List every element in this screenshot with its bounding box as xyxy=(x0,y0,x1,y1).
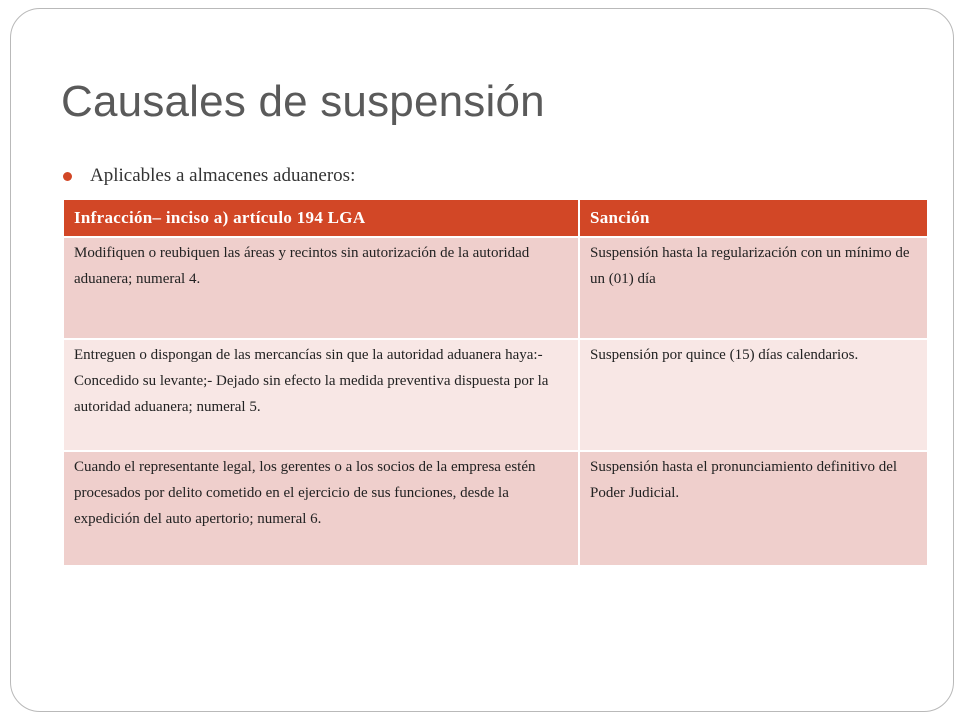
cell-infraccion: Modifiquen o reubiquen las áreas y recintos sin autorización de la autoridad aduanera; numeral 4. xyxy=(64,238,578,340)
bullet-dot-icon xyxy=(63,172,72,181)
header-infraccion: Infracción– inciso a) artículo 194 LGA xyxy=(64,200,578,238)
cell-sancion: Suspensión hasta el pronunciamiento definitivo del Poder Judicial. xyxy=(578,452,927,567)
bullet-text: Aplicables a almacenes aduaneros: xyxy=(90,165,356,186)
sanctions-table xyxy=(64,200,927,567)
cell-sancion: Suspensión por quince (15) días calendarios. xyxy=(578,340,927,452)
bullet-item xyxy=(63,165,355,187)
cell-infraccion: Entreguen o dispongan de las mercancías sin que la autoridad aduanera haya:- Concedido su levante;- Dejado sin efecto la medida preventiva dispuesta por la autoridad aduanera; numeral 5. xyxy=(64,340,578,452)
cell-sancion: Suspensión hasta la regularización con un mínimo de un (01) día xyxy=(578,238,927,340)
cell-infraccion: Cuando el representante legal, los gerentes o a los socios de la empresa estén procesados por delito cometido en el ejercicio de sus funciones, desde la expedición del auto apertorio; numeral 6. xyxy=(64,452,578,567)
table-row xyxy=(64,340,927,452)
table-header-row xyxy=(64,200,927,238)
table-row xyxy=(64,238,927,340)
header-sancion: Sanción xyxy=(578,200,927,238)
table-row xyxy=(64,452,927,567)
slide-title: Causales de suspensión xyxy=(61,77,545,126)
